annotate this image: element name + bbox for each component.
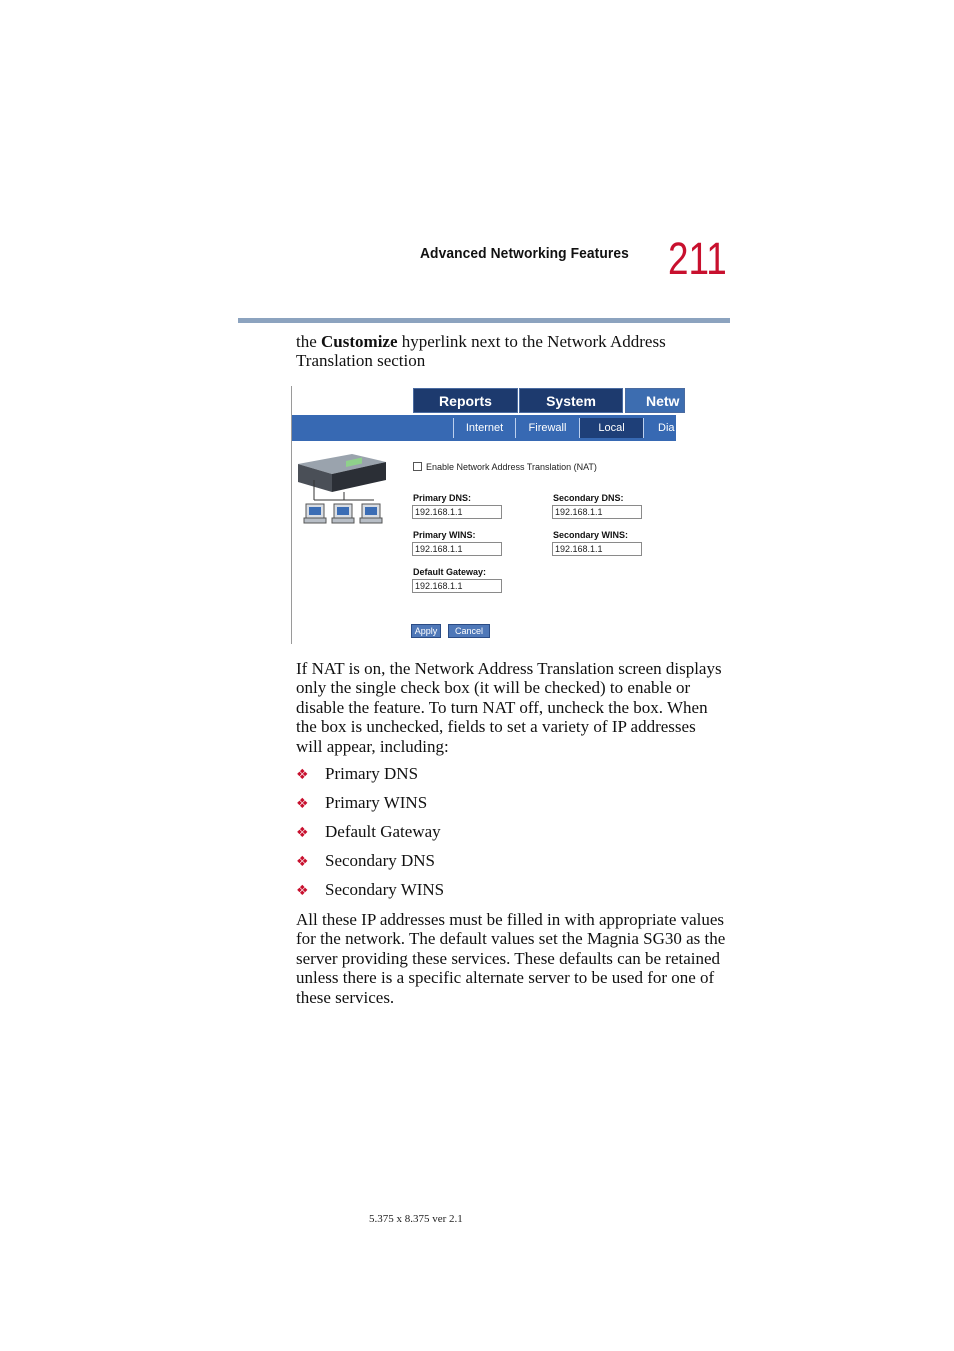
body-paragraph: If NAT is on, the Network Address Translation screen displays only the single check box (it will be checked) to enable or disable the feature. To turn NAT off, uncheck the box. When the box is unchecked, fields to set a variety of IP addresses will appear, including: [296,659,722,756]
customize-link-name: Customize [321,332,398,351]
diamond-bullet-icon: ❖ [296,883,309,899]
tab-system[interactable]: System [519,388,623,413]
list-item: ❖ Primary WINS [296,793,428,812]
cancel-button[interactable]: Cancel [448,624,490,638]
secondary-dns-label: Secondary DNS: [553,493,624,503]
intro-text: the Customize hyperlink next to the Network Address Translation section [296,332,666,371]
diamond-bullet-icon: ❖ [296,767,309,783]
subtab-local[interactable]: Local [579,418,643,438]
tab-network[interactable]: Netw [625,388,685,413]
secondary-dns-input[interactable]: 192.168.1.1 [552,505,642,519]
subtab-diagnostics[interactable]: Dia [643,418,683,438]
diamond-bullet-icon: ❖ [296,854,309,870]
diamond-bullet-icon: ❖ [296,825,309,841]
secondary-wins-label: Secondary WINS: [553,530,629,540]
list-item: ❖ Primary DNS [296,764,419,783]
ip-fields-list [296,764,444,909]
apply-button[interactable]: Apply [411,624,441,638]
nat-settings-screenshot [291,386,680,644]
diamond-bullet-icon: ❖ [296,796,309,812]
nat-checkbox-row[interactable] [413,462,597,472]
default-gateway-input[interactable]: 192.168.1.1 [412,579,502,593]
main-tab-bar [292,386,680,415]
list-item: ❖ Secondary WINS [296,880,445,899]
subtab-internet[interactable]: Internet [453,418,515,438]
closing-paragraph: All these IP addresses must be filled in with appropriate values for the network. The default values set the Magnia SG30 as the server providing these services. These defaults can be retained unless there is a specific alternate server to be used for one of these services. [296,910,726,1007]
tab-reports[interactable]: Reports [413,388,518,413]
list-item: ❖ Default Gateway [296,822,441,841]
server-network-icon [294,450,386,528]
primary-dns-label: Primary DNS: [413,493,472,503]
secondary-wins-input[interactable]: 192.168.1.1 [552,542,642,556]
primary-wins-label: Primary WINS: [413,530,476,540]
primary-wins-input[interactable]: 192.168.1.1 [412,542,502,556]
default-gateway-label: Default Gateway: [413,567,487,577]
nat-checkbox-label: Enable Network Address Translation (NAT) [426,462,597,472]
sub-tab-bar [292,415,676,441]
page-number: 211 [668,233,727,284]
section-title: Advanced Networking Features [420,245,629,262]
subtab-firewall[interactable]: Firewall [515,418,579,438]
nat-checkbox[interactable] [413,462,422,471]
footer-version: 5.375 x 8.375 ver 2.1 [369,1213,463,1225]
list-item: ❖ Secondary DNS [296,851,436,870]
header-rule [238,318,730,323]
primary-dns-input[interactable]: 192.168.1.1 [412,505,502,519]
